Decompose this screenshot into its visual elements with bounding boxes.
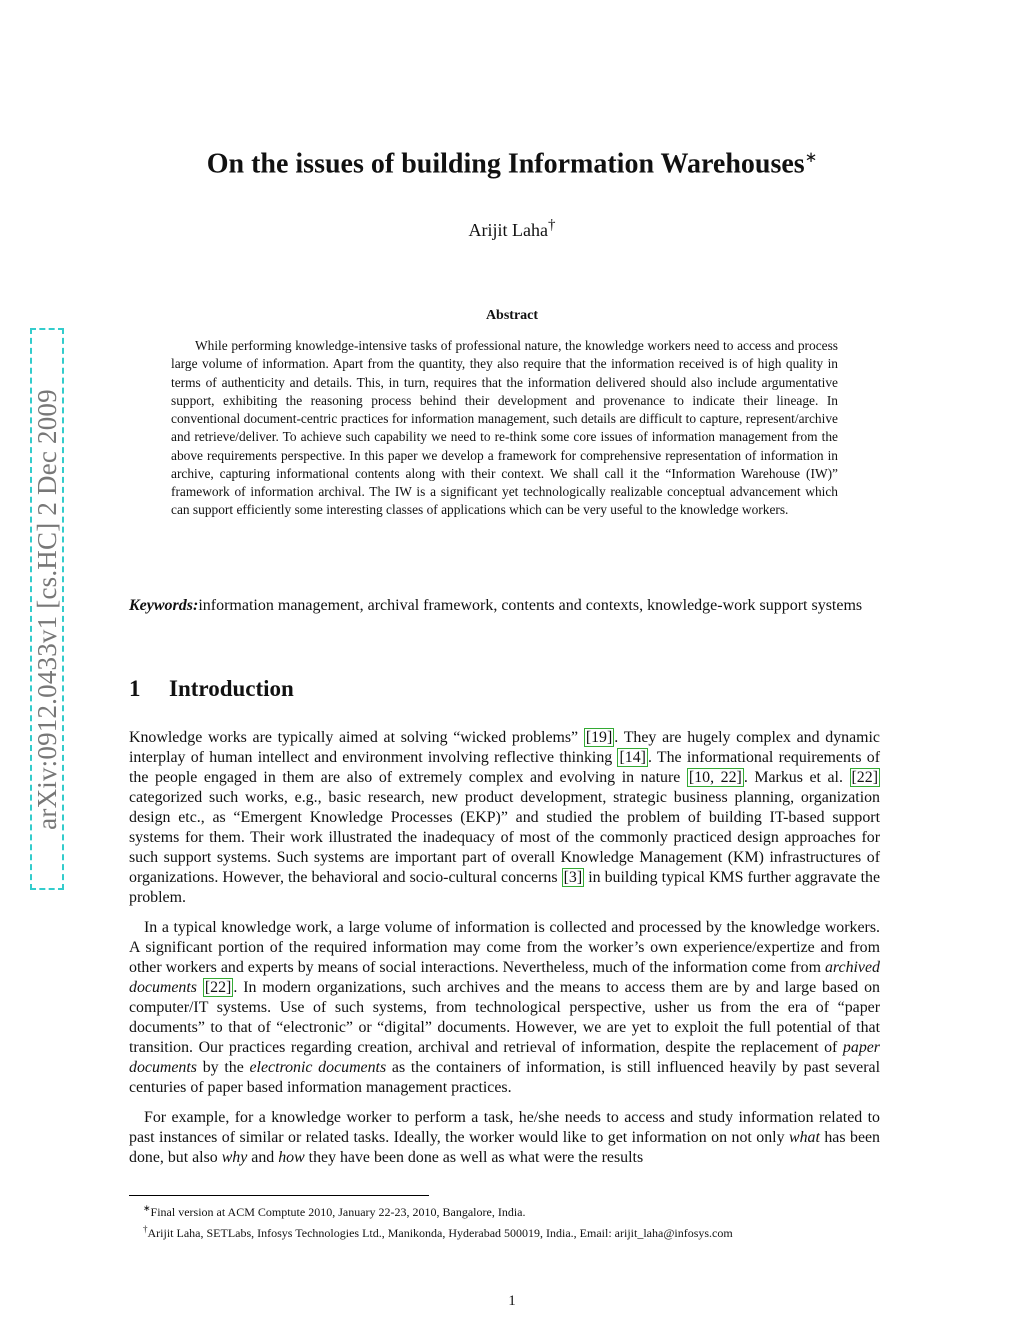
emphasis: electronic documents xyxy=(249,1059,387,1076)
page-number: 1 xyxy=(508,1293,516,1309)
body-text xyxy=(129,728,880,1178)
text-span: categorized such works, e.g., basic research, new product development, strategic business planning, organization design etc., as “Emergent Knowledge Processes (EKP)” and studied the problem of building IT-based support systems for them. Their work illustrated the inadequacy of most of the commonly practiced design approaches for such support systems. Such systems are important part of overall Knowledge Management (KM) infrastructures of organizations. However, the behavioral and socio-cultural concerns xyxy=(129,789,880,886)
title-text: On the issues of building Information Warehouses xyxy=(206,148,805,180)
footnote-text: Final version at ACM Comptute 2010, January 22-23, 2010, Bangalore, India. xyxy=(150,1205,526,1219)
arxiv-sidebar xyxy=(30,328,64,890)
text-span: and xyxy=(247,1149,279,1166)
citation-link[interactable]: [22] xyxy=(204,979,232,996)
text-span: . The informational requirements of the people engaged in them are also of extremely complex and evolving in nature xyxy=(129,749,880,786)
abstract-heading: Abstract xyxy=(485,308,539,323)
abstract-text: While performing knowledge-intensive tasks of professional nature, the knowledge workers need to access and process large volume of information. Apart from the quantity, they also require that the information received is of high quality in terms of authenticity and details. This, in turn, requires that the information delivered should also include argumentative support, exhibiting the reasoning process behind their development and provenance to indicate their lineage. In conventional document-centric practices for information management, such details are difficult to capture, represent/archive and retrieve/deliver. To achieve such capability we need to re-think some core issues of information management from the above requirements perspective. In this paper we develop a framework for comprehensive representation of information in archive, capturing informational contents along with their context. We shall call it the “Information Warehouse (IW)” framework of information archival. The IW is a significant yet technologically realizable conceptual advancement which can support efficiently some interesting classes of applications which can be very useful to the knowledge workers. xyxy=(171,338,838,518)
text-span: Knowledge works are typically aimed at solving “wicked problems” xyxy=(129,729,584,746)
section-heading xyxy=(129,676,294,702)
paragraph xyxy=(129,728,880,908)
section-number: 1 xyxy=(129,676,141,701)
text-span: . Markus et al. xyxy=(743,769,850,786)
emphasis: archived documents xyxy=(129,959,880,996)
citation-link[interactable]: [14] xyxy=(619,749,646,766)
footnote-mark: † xyxy=(143,1224,148,1234)
citation-link[interactable]: [3] xyxy=(563,869,583,886)
arxiv-identifier: arXiv:0912.0433v1 [cs.HC] 2 Dec 2009 xyxy=(31,388,62,830)
author-footnote-mark: † xyxy=(547,217,556,233)
citation-link[interactable]: [10, 22] xyxy=(688,769,742,786)
author-line xyxy=(0,217,1024,241)
paper-title xyxy=(0,148,1024,180)
emphasis: paper documents xyxy=(129,1039,880,1076)
footnote-rule xyxy=(129,1195,429,1196)
footnote xyxy=(129,1221,880,1242)
footnote-mark: ∗ xyxy=(143,1203,151,1213)
text-span: by the xyxy=(196,1059,250,1076)
text-span: as the containers of information, is still influenced heavily by past several centuries of paper based information management practices. xyxy=(129,1059,880,1096)
footnote-text: Arijit Laha, SETLabs, Infosys Technologies Ltd., Manikonda, Hyderabad 500019, India., Email: arijit_laha@infosys.com xyxy=(147,1226,733,1240)
emphasis: what xyxy=(789,1129,820,1146)
paragraph xyxy=(129,918,880,1098)
author-name: Arijit Laha xyxy=(468,220,548,240)
text-span: they have been done as well as what were the results xyxy=(304,1149,644,1166)
text-span: For example, for a knowledge worker to perform a task, he/she needs to access and study information related to past instances of similar or related tasks. Ideally, the worker would like to get information on not only xyxy=(129,1109,880,1146)
text-span: . They are hugely complex and dynamic interplay of human intellect and environment involving reflective thinking xyxy=(129,729,880,766)
text-span: in building typical KMS further aggravate the problem. xyxy=(129,869,880,906)
text-span: . In modern organizations, such archives and the means to access them are by and large based on computer/IT systems. Use of such systems, from technological perspective, usher us from the era of “paper documents” to that of “electronic” or “digital” documents. However, we are yet to exploit the full potential of that transition. Our practices regarding creation, archival and retrieval of information, despite the replacement of xyxy=(129,979,880,1056)
paragraph xyxy=(129,1108,880,1168)
text-span: has been done, but also xyxy=(129,1129,881,1166)
footnotes xyxy=(129,1200,880,1242)
keywords-label: Keywords: xyxy=(129,597,199,614)
section-title: Introduction xyxy=(169,676,294,701)
citation-link[interactable]: [22] xyxy=(851,769,878,786)
text-span: In a typical knowledge work, a large volume of information is collected and processed by the knowledge workers. A significant portion of the required information may come from the worker’s own experience/expertize and from other workers and experts by means of social interactions. Nevertheless, much of the information come from xyxy=(129,919,880,976)
title-footnote-mark: ∗ xyxy=(804,150,818,166)
text-span xyxy=(197,979,203,996)
emphasis: why xyxy=(221,1149,248,1166)
emphasis: how xyxy=(278,1149,305,1166)
keywords xyxy=(129,596,880,616)
citation-link[interactable]: [19] xyxy=(585,729,613,746)
footnote xyxy=(129,1200,880,1221)
keywords-text: information management, archival framework, contents and contexts, knowledge-work support systems xyxy=(198,597,863,614)
